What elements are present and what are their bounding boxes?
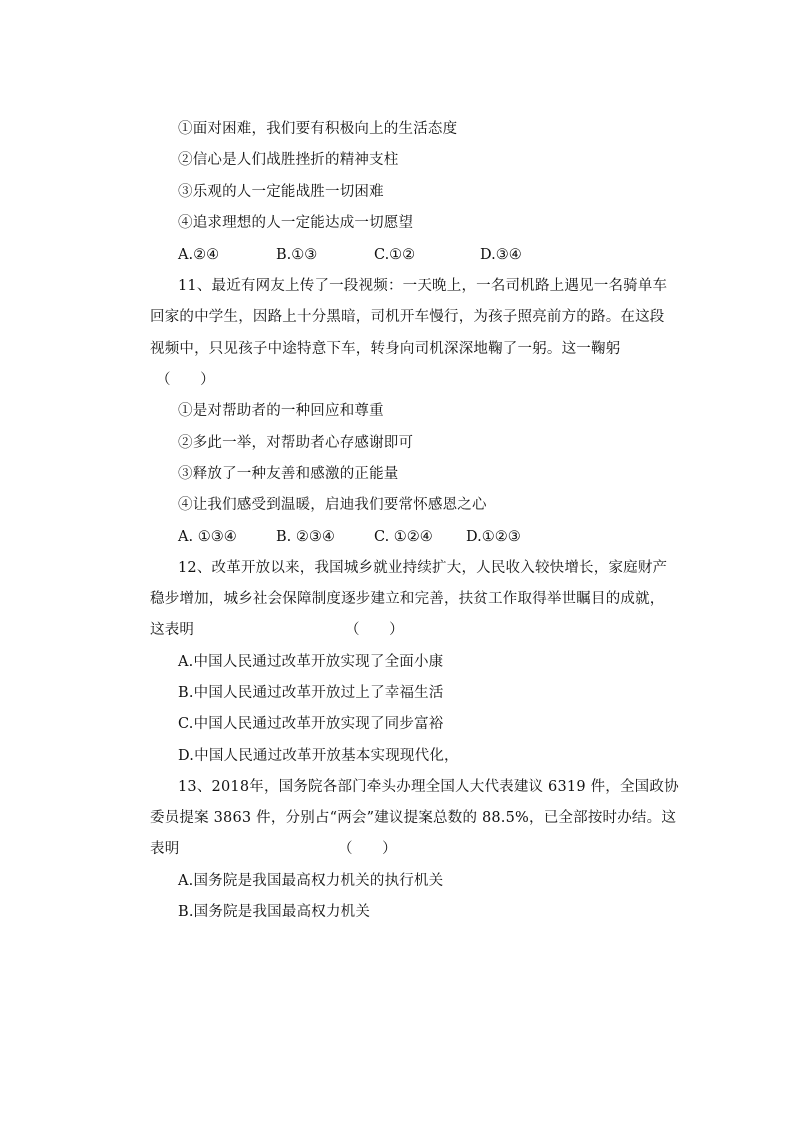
q12-answer-blank: （ ） bbox=[345, 622, 404, 638]
q10-statement-1: ①面对困难，我们要有积极向上的生活态度 bbox=[178, 121, 458, 137]
q10-statement-2: ②信心是人们战胜挫折的精神支柱 bbox=[178, 152, 399, 168]
q12-option-a: A.中国人民通过改革开放实现了全面小康 bbox=[178, 654, 444, 670]
q12-option-c: C.中国人民通过改革开放实现了同步富裕 bbox=[178, 716, 444, 732]
q13-option-a: A.国务院是我国最高权力机关的执行机关 bbox=[178, 873, 444, 889]
q12-option-b: B.中国人民通过改革开放过上了幸福生活 bbox=[178, 685, 444, 701]
q10-statement-3: ③乐观的人一定能战胜一切困难 bbox=[178, 184, 384, 200]
q12-stem-line-3: 这表明 bbox=[150, 622, 195, 638]
q11-option-b: B. ②③④ bbox=[276, 529, 335, 545]
q11-statement-1: ①是对帮助者的一种回应和尊重 bbox=[178, 403, 384, 419]
q10-option-c: C.①② bbox=[374, 247, 416, 263]
q11-statement-3: ③释放了一种友善和感激的正能量 bbox=[178, 466, 399, 482]
q11-stem-line-1: 11、最近有网友上传了一段视频：一天晚上，一名司机路上遇见一名骑单车 bbox=[178, 278, 668, 294]
q13-option-b: B.国务院是我国最高权力机关 bbox=[178, 904, 371, 920]
q13-stem-line-3: 表明 bbox=[150, 841, 180, 857]
q11-option-c: C. ①②④ bbox=[374, 529, 433, 545]
q13-answer-blank: （ ） bbox=[338, 841, 397, 857]
q12-option-d: D.中国人民通过改革开放基本实现现代化， bbox=[178, 748, 459, 764]
q13-stem-line-2: 委员提案 3863 件，分别占“两会”建议提案总数的 88.5%，已全部按时办结。这 bbox=[150, 810, 677, 826]
q11-answer-blank: （ ） bbox=[156, 372, 215, 388]
q11-statement-2: ②多此一举，对帮助者心存感谢即可 bbox=[178, 435, 414, 451]
q11-stem-line-2: 回家的中学生，因路上十分黑暗，司机开车慢行，为孩子照亮前方的路。在这段 bbox=[150, 309, 665, 325]
q12-stem-line-1: 12、改革开放以来，我国城乡就业持续扩大，人民收入较快增长，家庭财产 bbox=[178, 560, 668, 576]
q10-option-d: D.③④ bbox=[480, 247, 522, 263]
q10-statement-4: ④追求理想的人一定能达成一切愿望 bbox=[178, 215, 414, 231]
q11-statement-4: ④让我们感受到温暖，启迪我们要常怀感恩之心 bbox=[178, 497, 487, 513]
q11-stem-line-3: 视频中，只见孩子中途特意下车，转身向司机深深地鞠了一躬。这一鞠躬 bbox=[150, 341, 621, 357]
q11-option-d: D.①②③ bbox=[466, 529, 521, 545]
q11-option-a: A. ①③④ bbox=[178, 529, 237, 545]
q10-option-b: B.①③ bbox=[276, 247, 318, 263]
q13-stem-line-1: 13、2018年，国务院各部门牵头办理全国人大代表建议 6319 件，全国政协 bbox=[178, 779, 679, 795]
q10-option-a: A.②④ bbox=[178, 247, 220, 263]
q12-stem-line-2: 稳步增加，城乡社会保障制度逐步建立和完善，扶贫工作取得举世瞩目的成就， bbox=[150, 591, 665, 607]
